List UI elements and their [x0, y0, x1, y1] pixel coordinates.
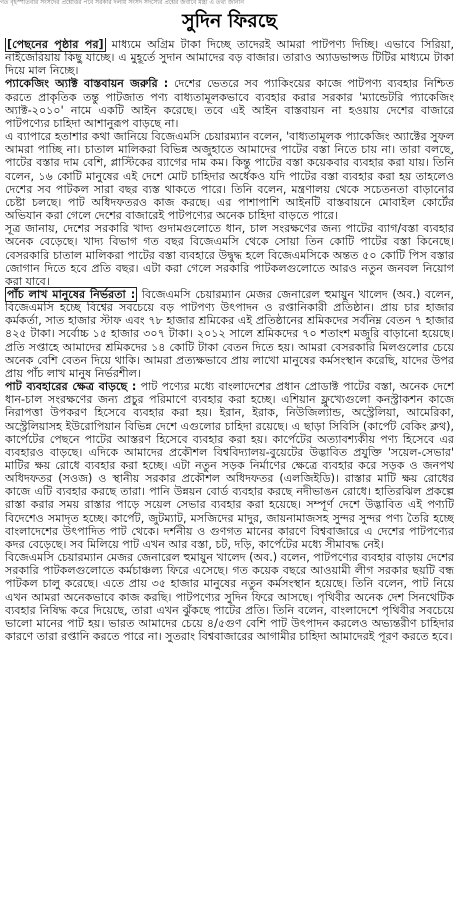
- paragraph-text: দেশের ভেতরে সব প্যাকিংয়ের কাজে পাটপণ্য ব্যবহার নিশ্চিত করতে প্রাকৃতিক তন্তু পাটজাত পণ্য বাধ্যতামূলকভাবে ব্যবহার করার সরকার 'ম্যান্ডেটরি প্যাকেজিং অ্যাক্ট-২০১০' নামে একটি আইন করেছে। তবে এই আইন বাস্তবায়ন না হওয়ায় দেশের বাজারে পাটপণ্যের চাহিদা আশানুরূপ বাড়ছে না।: [5, 77, 454, 130]
- paragraph-usage-expanding: [5, 380, 454, 551]
- paragraph-food-godowns: সূত্র জানায়, দেশের সরকারি খাদ্য গুদামগুলোতে ধান, চাল সংরক্ষণের জন্য পাটের ব্যাগ/বস্তা ব্যবহার অনেক বেড়েছে। খাদ্য বিভাগ গত বছর বিজেএমসি থেকে সোয়া তিন কোটি পাটের বস্তা কিনেছে। বেসরকারি চাতাল মালিকরা পাটের বস্তা ব্যবহারে উদ্বুদ্ধ হলে বিজেএমসিকে অন্তত ৫০ কোটি পিস বস্তার জোগান দিতে হবে প্রতি বছর। এটা করা গেলে সরকারি পাটকলগুলোতে আরও নতুন জনবল নিয়োগ করা যাবে।: [5, 222, 454, 288]
- headline: সুদিন ফিরছে: [182, 10, 277, 32]
- subheading-usage-expanding: পাট ব্যবহারের ক্ষেত্র বাড়ছে :: [5, 380, 137, 394]
- paragraph-chairman-statement: এ ব্যাপারে হতাশার কথা জানিয়ে বিজেএমসি চেয়ারম্যান বলেন, 'বাধ্যতামূলক প্যাকেজিং অ্যাক্টের সুফল আমরা পাচ্ছি না। চাতাল মালিকরা বিভিন্ন অজুহাতে আমাদের পাটের বস্তা নিতে চায় না। তারা বলছে, পাটের বস্তার দাম বেশি, প্লাস্টিকের ব্যাগের দাম কম। কিন্তু পাটের বস্তা কয়েকবার ব্যবহার করা যায়। তিনি বলেন, ১৬ কোটি মানুষের এই দেশে মোট চাহিদার অর্ধেকও যদি পাটের বস্তা ব্যবহার করা হয় তাহলেও দেশের সব পাটকল সারা বছর ব্যস্ত থাকতে পারে। তিনি বলেন, মন্ত্রণালয় থেকে সচেতনতা বাড়ানোর চেষ্টা চলছে। পাট অধিদফতরও কাজ করছে। এর পাশাপাশি আইনটি বাস্তবায়নে মোবাইল কোর্টের অভিযান করা গেলে দেশের বাজারেই পাটপণ্যের অনেক চাহিদা বাড়তে পারে।: [5, 130, 454, 223]
- paragraph-livelihood: [5, 288, 454, 380]
- article-body: [5, 38, 454, 918]
- cropped-previous-line: গত বৃহস্পতিবার সংসদের প্রশ্নোত্তর পর্বে সরকার দলীয় সংসদ সদস্যের প্রশ্নের জবাবে মন্ত্রী এ তথ্য জানান: [0, 0, 244, 6]
- paragraph-good-days: বিজেএমসি চেয়ারম্যান মেজর জেনারেল হুমায়ুন খালেদ (অব.) বলেন, পাটপণ্যের ব্যবহার বাড়ায় দেশের সরকারি পাটকলগুলোতে কর্মচাঞ্চল্য ফিরে এসেছে। গত কয়েক বছরে আওয়ামী লীগ সরকার ছয়টি বন্ধ পাটকল চালু করেছে। এতে প্রায় ৩৫ হাজার মানুষের নতুন কর্মসংস্থান হয়েছে। তিনি বলেন, পাট নিয়ে এখন আমরা অনেকভাবে কাজ করছি। পাটপণ্যের সুদিন ফিরে আসছে। পৃথিবীর অনেক দেশ সিনথেটিক ব্যবহার নিষিদ্ধ করে দিয়েছে, তারা এখন ঝুঁকছে পাটের প্রতি। তিনি বলেন, বাংলাদেশে পৃথিবীর সবচেয়ে ভালো মানের পাট হয়। ভারত আমাদের চেয়ে ৪/৫গুণ বেশি পাট উৎপাদন করলেও অভ্যন্তরীণ চাহিদার কারণে তারা রপ্তানি করতে পারে না। সুতরাং বিশ্ববাজারের আগামীর চাহিদা আমাদেরই পূরণ করতে হবে।: [5, 551, 454, 644]
- paragraph-packaging-act: [5, 77, 454, 130]
- continued-from-back-page-label: [পেছনের পৃষ্ঠার পর]: [7, 38, 104, 51]
- paragraph-text: মাধ্যমে অগ্রিম টাকা দিচ্ছে তাদেরই আমরা পাটপণ্য দিচ্ছি। এভাবে সিরিয়া, নাইজেরিয়ায় কিছু যাচ্ছে। এ মুহূর্তে সুদান আমাদের বড় বাজার। তারাও অ্যাডভান্সড টিটির মাধ্যমে টাকা দিয়ে মাল নিচ্ছে।: [5, 38, 454, 78]
- paragraph-continuation: [5, 38, 454, 77]
- paragraph-text: বিজেএমসি চেয়ারম্যান মেজর জেনারেল হুমায়ুন খালেদ (অব.) বলেন, বিজেএমসি হচ্ছে বিশ্বের সবচেয়ে বড় পাটপণ্য উৎপাদন ও রপ্তানিকারী প্রতিষ্ঠান। প্রায় চার হাজার কর্মকর্তা, সাত হাজার স্টাফ এবং ৭৮ হাজার শ্রমিকের এই প্রতিষ্ঠানের শ্রমিকদের সর্বনিম্ন বেতন ৭ হাজার ৪২৫ টাকা। সর্বোচ্চ ১৫ হাজার ৩০৭ টাকা। ২০১২ সালে শ্রমিকদের ৭০ শতাংশ মজুরি বাড়ানো হয়েছে। প্রতি সপ্তাহে আমাদের শ্রমিকদের ১৪ কোটি টাকা বেতন দিতে হয়। আমরা বেসরকারি মিলগুলোর চেয়ে অনেক বেশি বেতন দিয়ে থাকি। আমরা প্রত্যক্ষভাবে প্রায় লাখো মানুষের কর্মসংস্থান করেছি, যাদের উপর প্রায় পাঁচ লাখ মানুষ নির্ভরশীল।: [5, 287, 454, 380]
- paragraph-text: পাট পণ্যের মধ্যে বাংলাদেশের প্রধান প্রোডাক্ট পাটের বস্তা, অনেক দেশে ধান-চাল সংরক্ষণের জন্য প্রচুর পরিমাণে ব্যবহার করা হচ্ছে। এশিয়ান ফ্লুখ্যেগুলো কনস্ট্রাকশন কাজে নিরাপত্তা উপকরণ হিসেবে ব্যবহার করা হয়। ইরান, ইরাক, নিউজিল্যান্ড, অস্ট্রেলিয়া, আমেরিকা, অস্ট্রেলিয়াসহ ইউরোপিয়ান বিভিন্ন দেশে এগুলোর চাহিদা রয়েছে। এ ছাড়া সিবিসি (কার্পেট বেকিং ক্লথ), কার্পেটের পেছনে পাটের আস্তরণ হিসেবে ব্যবহার করা হয়। কার্পেটের অত্যাবশ্যকীয় পণ্য হিসেবে এর ব্যবহারও বাড়ছে। এদিকে আমাদের প্রকৌশল বিশ্ববিদ্যালয়-বুয়েটের উদ্ভাবিত প্রযুক্তি 'সয়েল-সেভার' মাটির ক্ষয় রোধে ব্যবহার করা হচ্ছে। এটা নতুন সড়ক নির্মাণের ক্ষেত্রে ব্যবহার করে সড়ক ও জনপথ অধিদফতর (সওজ) ও স্থানীয় সরকার প্রকৌশল অধিদফতর (এলজিইডি)। রাস্তার মাটি ক্ষয় রোধের কাজে এটি ব্যবহার করছে তারা। পানি উন্নয়ন বোর্ড ব্যবহার করছে নদীভাঙন রোধে। হাতিরঝিল প্রকল্পে রাস্তা করার সময় রাস্তার পাড়ে সয়েল সেভার ব্যবহার করা হয়েছে। সম্পূর্ণ দেশে উদ্ভাবিত এই পণ্যটি বিদেশেও সমাদৃত হচ্ছে। কার্পেট, জুটম্যাট, মসজিদের মাদুর, জায়নামাজসহ সুন্দর সুন্দর পণ্য তৈরি হচ্ছে বাংলাদেশের উৎপাদিত পাট থেকে। দর্শনীয় ও গুণগত মানের কারণে বিশ্ববাজারে এ দেশের পাটপণ্যের কদর বেড়েছে। সব মিলিয়ে পাট এখন আর বস্তা, চট, দড়ি, কার্পেটের মধ্যে সীমাবদ্ধ নেই।: [5, 380, 454, 551]
- subheading-packaging-act: প্যাকেজিং অ্যাক্ট বাস্তবায়ন জরুরি :: [5, 77, 169, 91]
- subheading-livelihood: পাঁচ লাখ মানুষের নির্ভরতা :: [7, 287, 136, 301]
